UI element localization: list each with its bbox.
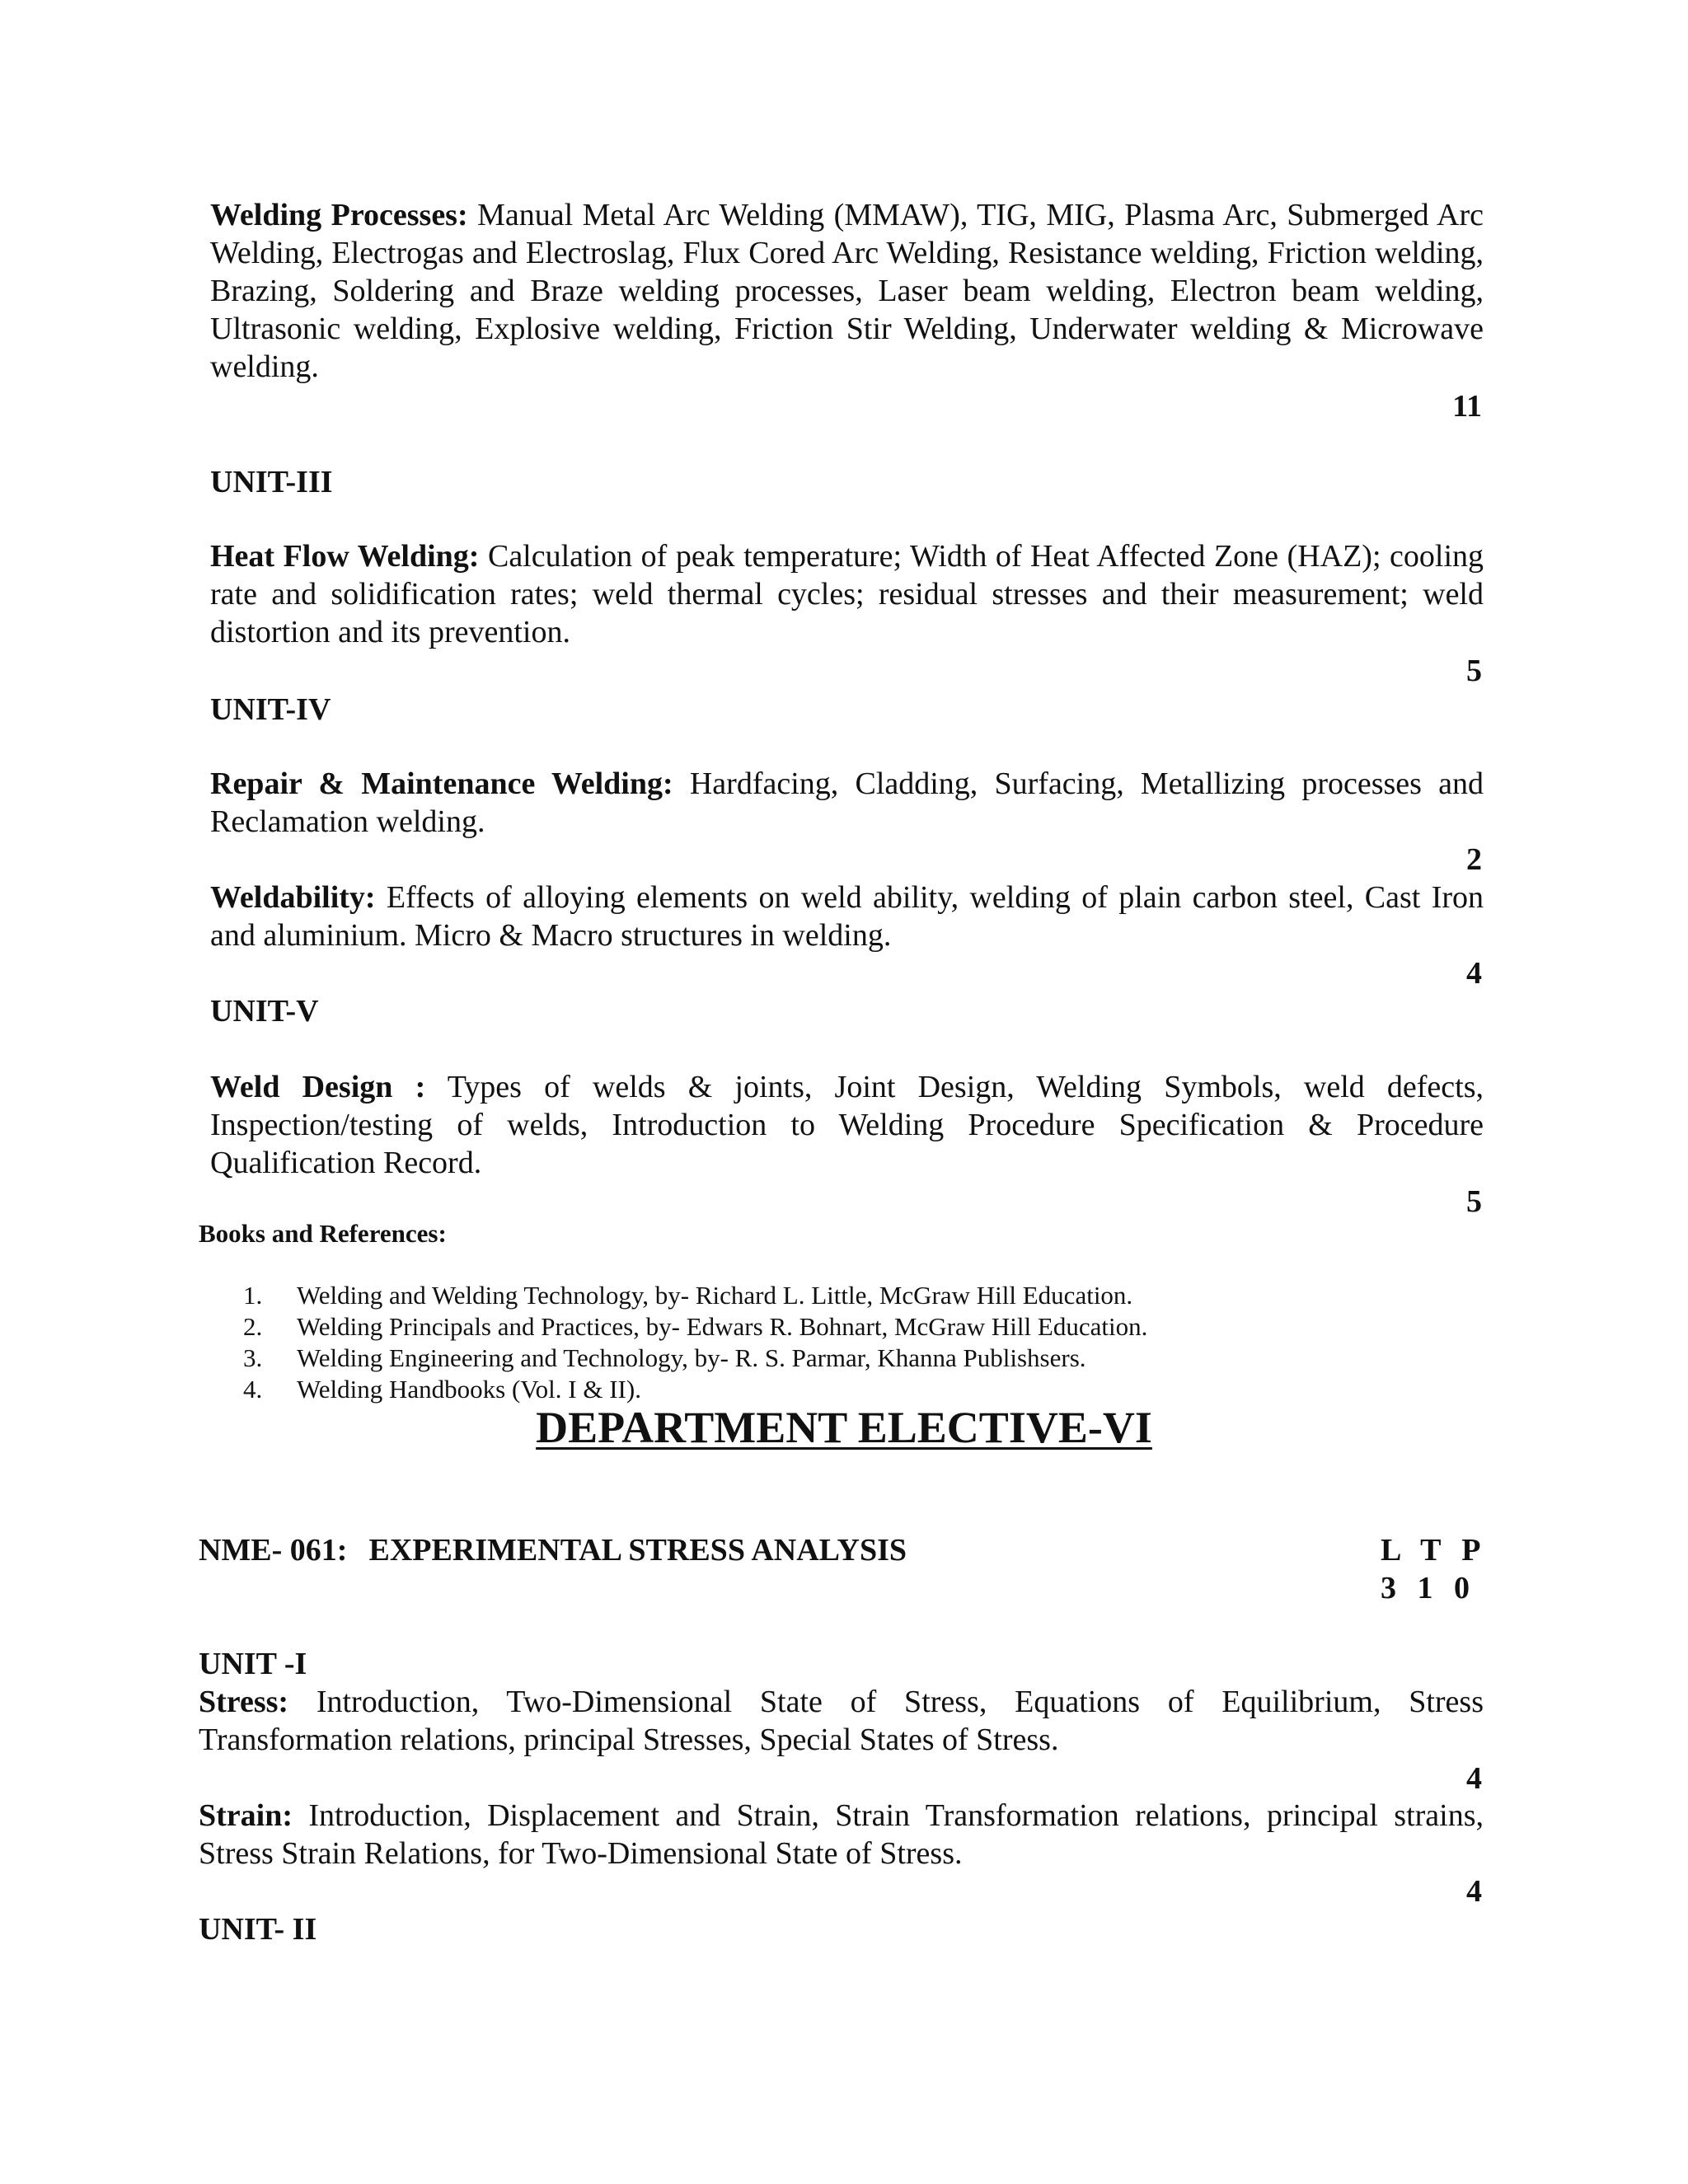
unit-iv-heading: UNIT-IV xyxy=(210,692,331,727)
weldability-text: Effects of alloying elements on weld ability, welding of plain carbon steel, Cast Iron and aluminium. Micro & Macro structures in welding. xyxy=(210,880,1484,953)
heat-flow-paragraph xyxy=(210,537,1484,651)
weld-design-label: Weld Design : xyxy=(210,1070,426,1104)
strain-hours: 4 xyxy=(1466,1874,1482,1909)
weld-design-hours: 5 xyxy=(1466,1184,1482,1219)
unit-v-heading: UNIT-V xyxy=(210,994,319,1029)
weldability-paragraph xyxy=(210,879,1484,954)
reference-number: 1. xyxy=(243,1281,263,1310)
repair-text: Hardfacing, Cladding, Surfacing, Metallizing processes and Reclamation welding. xyxy=(210,766,1484,839)
ltp-values: 3 1 0 xyxy=(1381,1571,1476,1605)
books-references-title: Books and References: xyxy=(199,1219,447,1248)
reference-item xyxy=(243,1280,1147,1311)
stress-label: Stress: xyxy=(199,1685,289,1719)
ltp-header: L T P xyxy=(1381,1533,1488,1568)
weldability-hours: 4 xyxy=(1466,956,1482,991)
elective-unit-i-heading: UNIT -I xyxy=(199,1647,307,1681)
reference-text: Welding Handbooks (Vol. I & II). xyxy=(297,1375,641,1404)
strain-paragraph xyxy=(199,1797,1484,1872)
reference-item xyxy=(243,1343,1147,1374)
strain-label: Strain: xyxy=(199,1798,293,1833)
welding-processes-text: Manual Metal Arc Welding (MMAW), TIG, MIG, Plasma Arc, Submerged Arc Welding, Electrogas and Electroslag, Flux Cored Arc Welding, Resistance welding, Friction welding, Brazing, Soldering and Braze welding processes, Laser beam welding, Electron beam welding, Ultrasonic welding, Explosive welding, Friction Stir Welding, Underwater welding & Microwave welding. xyxy=(210,198,1484,384)
repair-label: Repair & Maintenance Welding: xyxy=(210,766,673,801)
reference-item xyxy=(243,1311,1147,1343)
repair-hours: 2 xyxy=(1466,842,1482,877)
heat-flow-text: Calculation of peak temperature; Width of Heat Affected Zone (HAZ); cooling rate and solidification rates; weld thermal cycles; residual stresses and their measurement; weld distortion and its prevention. xyxy=(210,539,1484,649)
weldability-label: Weldability: xyxy=(210,880,376,915)
heat-flow-hours: 5 xyxy=(1466,654,1482,688)
course-code: NME- 061: xyxy=(199,1533,348,1568)
reference-number: 2. xyxy=(243,1312,263,1341)
elective-unit-ii-heading: UNIT- II xyxy=(199,1912,317,1947)
course-heading xyxy=(199,1531,907,1569)
stress-text: Introduction, Two-Dimensional State of Stress, Equations of Equilibrium, Stress Transformation relations, principal Stresses, Special States of Stress. xyxy=(199,1685,1484,1757)
repair-paragraph xyxy=(210,765,1484,841)
welding-processes-label: Welding Processes: xyxy=(210,198,468,232)
department-elective-title: DEPARTMENT ELECTIVE-VI xyxy=(536,1403,1152,1452)
stress-hours: 4 xyxy=(1466,1761,1482,1796)
weld-design-text: Types of welds & joints, Joint Design, Welding Symbols, weld defects, Inspection/testing of welds, Introduction to Welding Procedure Specification & Procedure Qualification Record. xyxy=(210,1070,1484,1180)
reference-list xyxy=(243,1280,1147,1405)
unit-iii-heading: UNIT-III xyxy=(210,465,333,499)
welding-processes-paragraph xyxy=(210,196,1484,386)
course-name: EXPERIMENTAL STRESS ANALYSIS xyxy=(368,1533,907,1568)
reference-number: 4. xyxy=(243,1375,263,1404)
welding-processes-hours: 11 xyxy=(1452,389,1482,424)
heat-flow-label: Heat Flow Welding: xyxy=(210,539,480,574)
reference-text: Welding Principals and Practices, by- Edwars R. Bohnart, McGraw Hill Education. xyxy=(297,1312,1148,1341)
reference-text: Welding and Welding Technology, by- Richard L. Little, McGraw Hill Education. xyxy=(297,1281,1133,1310)
reference-text: Welding Engineering and Technology, by- R. S. Parmar, Khanna Publishsers. xyxy=(297,1343,1086,1372)
stress-paragraph xyxy=(199,1683,1484,1759)
reference-number: 3. xyxy=(243,1343,263,1372)
weld-design-paragraph xyxy=(210,1068,1484,1182)
strain-text: Introduction, Displacement and Strain, Strain Transformation relations, principal strains, Stress Strain Relations, for Two-Dimensional State of Stress. xyxy=(199,1798,1484,1871)
